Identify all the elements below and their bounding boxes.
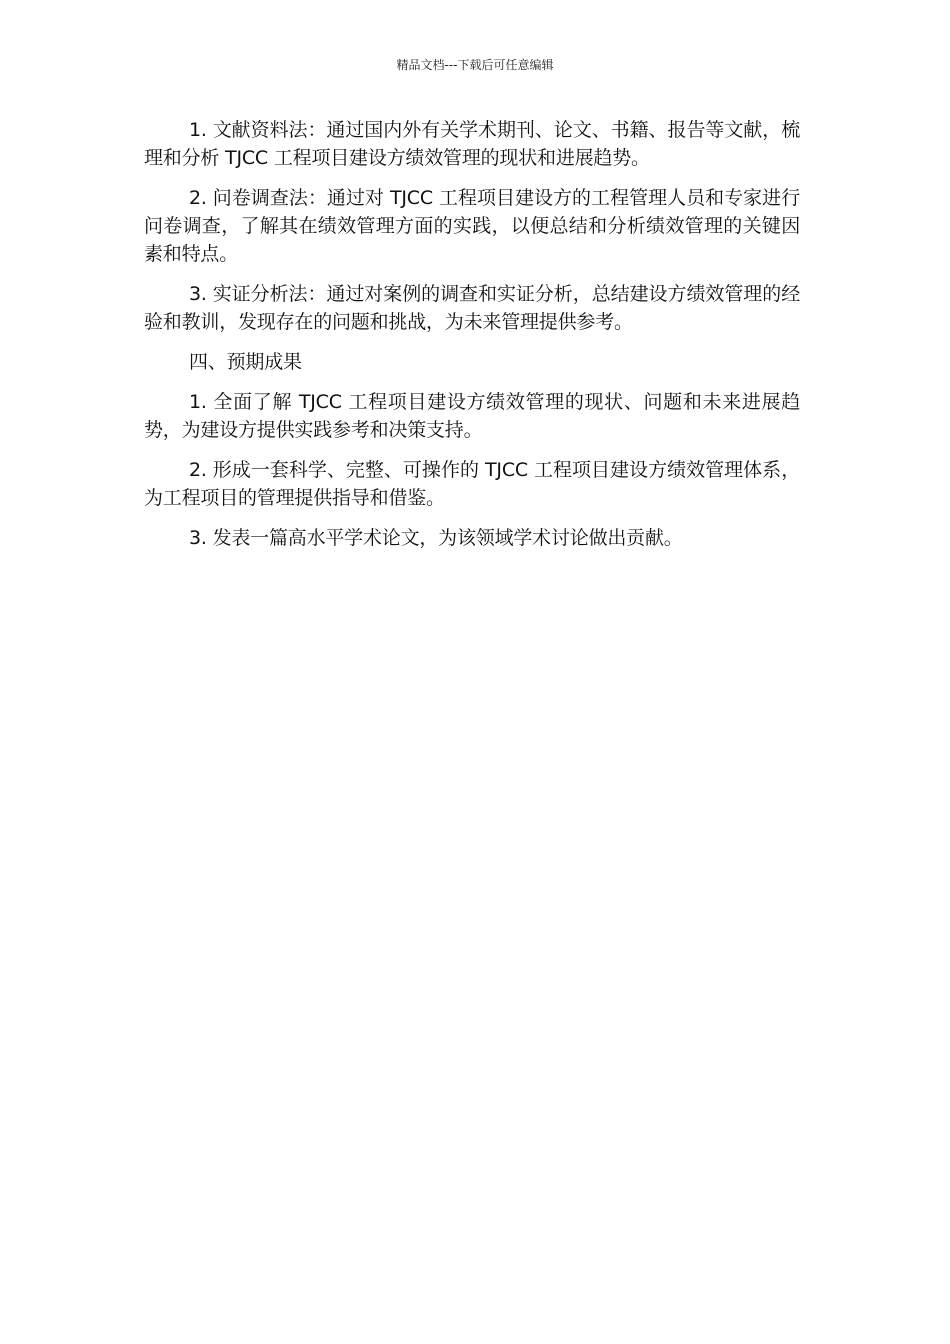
method-empirical-paragraph: 3. 实证分析法：通过对案例的调查和实证分析，总结建设方绩效管理的经验和教训，发现存在的问题和挑战，为未来管理提供参考。 — [144, 283, 800, 333]
method-survey-paragraph: 2. 问卷调查法：通过对 TJCC 工程项目建设方的工程管理人员和专家进行问卷调查，了解其在绩效管理方面的实践，以便总结和分析绩效管理的关键因素和特点。 — [144, 187, 800, 265]
result-system-paragraph: 2. 形成一套科学、完整、可操作的 TJCC 工程项目建设方绩效管理体系，为工程项目的管理提供指导和借鉴。 — [144, 459, 800, 509]
page-header: 精品文档---下载后可任意编辑 — [396, 58, 554, 72]
document-body — [144, 116, 800, 564]
method-literature-paragraph: 1. 文献资料法：通过国内外有关学术期刊、论文、书籍、报告等文献，梳理和分析 TJCC 工程项目建设方绩效管理的现状和进展趋势。 — [144, 119, 800, 169]
result-understanding-paragraph: 1. 全面了解 TJCC 工程项目建设方绩效管理的现状、问题和未来进展趋势，为建设方提供实践参考和决策支持。 — [144, 391, 800, 441]
result-paper-paragraph: 3. 发表一篇高水平学术论文，为该领域学术讨论做出贡献。 — [189, 527, 683, 549]
section-heading-expected-results: 四、预期成果 — [189, 351, 302, 373]
